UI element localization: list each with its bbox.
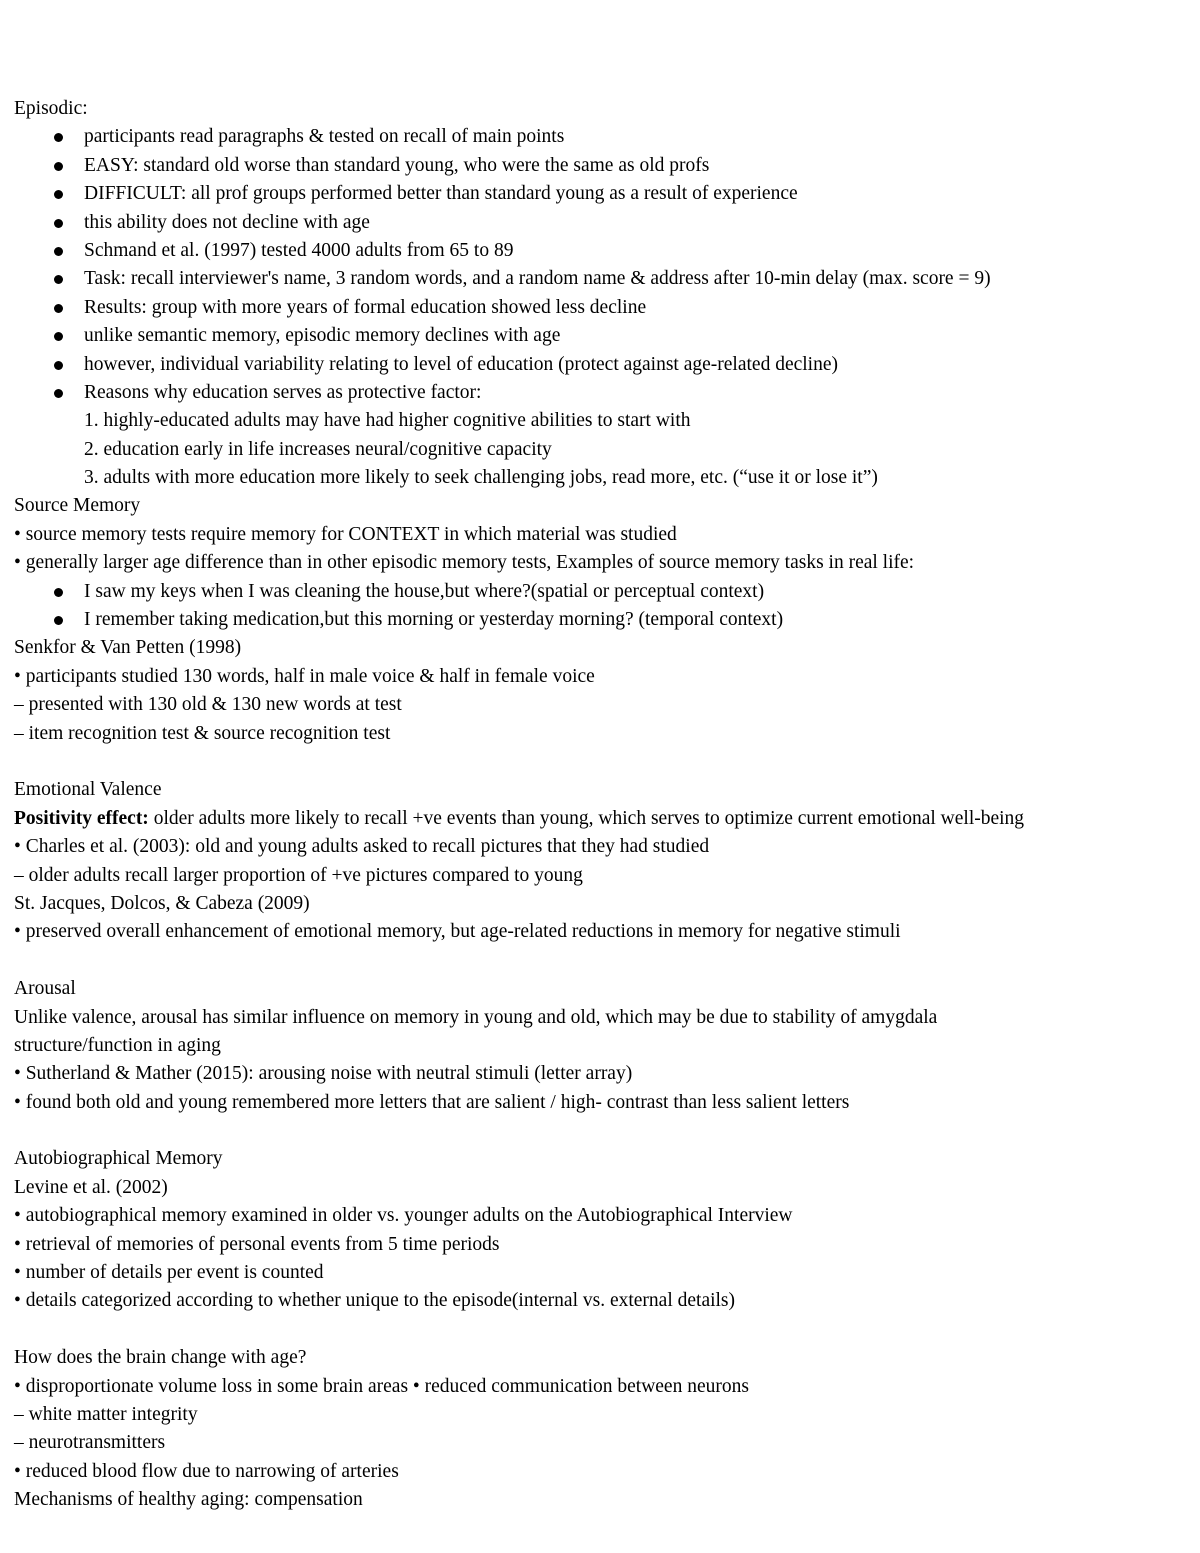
arousal-line: structure/function in aging [14,1034,221,1056]
bullet-dot-icon [54,133,63,142]
bullet-text: I saw my keys when I was cleaning the house,but where?(spatial or perceptual context) [84,580,765,602]
senkfor-heading: Senkfor & Van Petten (1998) [14,637,242,659]
positivity-effect-line [14,805,1184,833]
bullet-dot-icon [54,389,63,398]
brain-heading: How does the brain change with age? [14,1347,307,1369]
bullet-text: unlike semantic memory, episodic memory declines with age [84,325,561,347]
bullet-dot-icon [54,190,63,199]
episodic-bullet [14,294,1184,322]
emotional-valence-heading: Emotional Valence [14,779,162,801]
bullet-dot-icon [54,247,63,256]
bullet-dot-icon [54,616,63,625]
source-bullet [14,606,1184,634]
spacer [14,1117,1184,1145]
bullet-text: EASY: standard old worse than standard young, who were the same as old profs [84,154,710,176]
bullet-text: Results: group with more years of formal education showed less decline [84,296,647,318]
senkfor-line: – presented with 130 old & 130 new words at test [14,694,402,716]
episodic-heading: Episodic: [14,98,88,119]
reason-item: 1. highly-educated adults may have had higher cognitive abilities to start with [84,410,691,432]
episodic-bullet [14,180,1184,208]
brain-line: • disproportionate volume loss in some brain areas • reduced communication between neurons [14,1375,749,1397]
episodic-bullet [14,209,1184,237]
episodic-bullet [14,265,1184,293]
bullet-text: Task: recall interviewer's name, 3 random words, and a random name & address after 10-min delay (max. score = 9) [84,268,991,290]
emotional-line: • preserved overall enhancement of emotional memory, but age-related reductions in memory for negative stimuli [14,921,901,943]
bullet-text: DIFFICULT: all prof groups performed better than standard young as a result of experience [84,183,798,205]
arousal-line: • Sutherland & Mather (2015): arousing noise with neutral stimuli (letter array) [14,1063,633,1085]
bullet-dot-icon [54,588,63,597]
reason-item: 2. education early in life increases neural/cognitive capacity [84,438,552,460]
emotional-line: • Charles et al. (2003): old and young adults asked to recall pictures that they had studied [14,836,710,858]
arousal-line: • found both old and young remembered more letters that are salient / high- contrast than less salient letters [14,1091,850,1113]
emotional-line: St. Jacques, Dolcos, & Cabeza (2009) [14,892,310,914]
bullet-text: I remember taking medication,but this morning or yesterday morning? (temporal context) [84,609,784,631]
positivity-text: older adults more likely to recall +ve events than young, which serves to optimize current emotional well-being [148,807,1025,829]
bullet-dot-icon [54,219,63,228]
bullet-dot-icon [54,162,63,171]
bullet-text: however, individual variability relating to level of education (protect against age-related decline) [84,353,838,375]
episodic-bullet [14,351,1184,379]
document-page [14,95,1184,1515]
autobio-line: Levine et al. (2002) [14,1176,168,1198]
brain-line: – white matter integrity [14,1403,198,1425]
senkfor-line: – item recognition test & source recognition test [14,722,391,744]
episodic-bullet [14,123,1184,151]
autobio-line: • autobiographical memory examined in older vs. younger adults on the Autobiographical Interview [14,1205,793,1227]
brain-line: – neurotransmitters [14,1432,166,1454]
source-memory-heading: Source Memory [14,495,141,517]
autobio-line: • number of details per event is counted [14,1262,324,1284]
episodic-bullet [14,322,1184,350]
episodic-bullet [14,379,1184,407]
bullet-text: Schmand et al. (1997) tested 4000 adults from 65 to 89 [84,239,514,261]
arousal-heading: Arousal [14,978,76,1000]
bullet-dot-icon [54,332,63,341]
spacer [14,1316,1184,1344]
brain-line: Mechanisms of healthy aging: compensation [14,1489,363,1511]
bullet-text: participants read paragraphs & tested on recall of main points [84,126,565,148]
source-line: • generally larger age difference than in other episodic memory tests, Examples of source memory tasks in real life: [14,552,915,574]
arousal-line: Unlike valence, arousal has similar influence on memory in young and old, which may be due to stability of amygdala [14,1006,938,1028]
bullet-dot-icon [54,304,63,313]
bullet-dot-icon [54,275,63,284]
autobio-line: • retrieval of memories of personal events from 5 time periods [14,1233,500,1255]
bullet-text: Reasons why education serves as protective factor: [84,381,482,403]
source-bullet [14,578,1184,606]
emotional-line: – older adults recall larger proportion of +ve pictures compared to young [14,864,583,886]
brain-line: • reduced blood flow due to narrowing of arteries [14,1460,399,1482]
spacer [14,947,1184,975]
senkfor-line: • participants studied 130 words, half in male voice & half in female voice [14,665,595,687]
spacer [14,748,1184,776]
reason-item: 3. adults with more education more likely to seek challenging jobs, read more, etc. (“use it or lose it”) [84,467,878,489]
positivity-label: Positivity effect: [14,807,149,829]
bullet-text: this ability does not decline with age [84,211,370,233]
episodic-bullet [14,152,1184,180]
autobio-line: • details categorized according to whether unique to the episode(internal vs. external details) [14,1290,736,1312]
episodic-bullet [14,237,1184,265]
autobiographical-heading: Autobiographical Memory [14,1148,223,1170]
bullet-dot-icon [54,361,63,370]
source-line: • source memory tests require memory for CONTEXT in which material was studied [14,523,677,545]
